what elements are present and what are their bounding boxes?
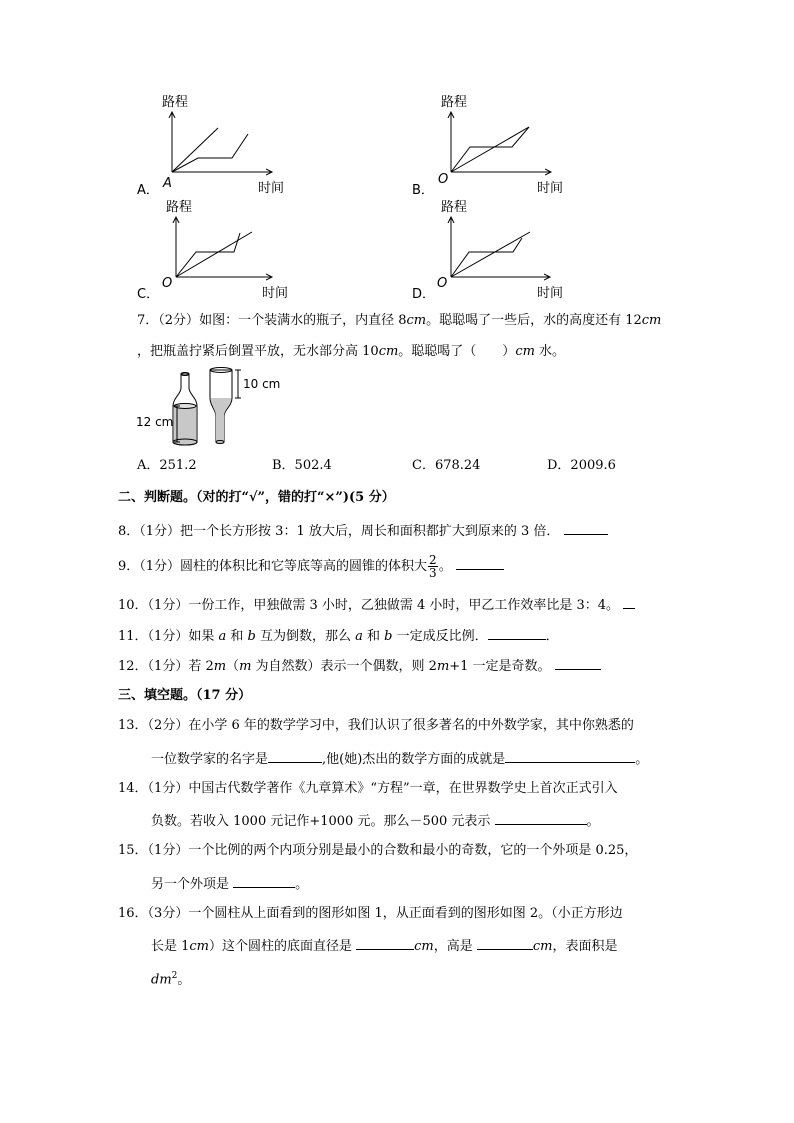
option-d-letter: D． bbox=[412, 287, 436, 302]
graph-b-line-1 bbox=[451, 127, 529, 172]
q16-blank-diameter[interactable] bbox=[356, 937, 414, 950]
label-10cm: 10 cm bbox=[243, 377, 281, 391]
graph-c-line-1 bbox=[176, 232, 252, 277]
q9-fraction: $\frac{2}{3}$ bbox=[429, 553, 437, 580]
q12: 12．（1分）若 2m（m 为自然数）表示一个偶数，则 2m+1 一定是奇数。 bbox=[118, 657, 601, 675]
graph-c-line-2 bbox=[176, 233, 240, 277]
q7-line1: 7．（2分）如图：一个装满水的瓶子，内直径 8cm。聪聪喝了一些后，水的高度还有 12cm bbox=[137, 313, 662, 328]
section3-title: 三、填空题。（17 分） bbox=[118, 688, 252, 703]
section2-title: 二、判断题。（对的打“√”，错的打“×”)(5 分） bbox=[118, 490, 395, 505]
graph-a-y-label: 路程 bbox=[162, 95, 189, 110]
q13-blank-achievement[interactable] bbox=[505, 750, 635, 763]
graph-c-x-label: 时间 bbox=[262, 286, 289, 301]
q15-blank[interactable] bbox=[233, 875, 295, 888]
graph-a-origin: A bbox=[163, 176, 172, 191]
graph-d-origin: O bbox=[437, 276, 448, 291]
q7-line2: ，把瓶盖拧紧后倒置平放，无水部分高 10cm。聪聪喝了（ ）cm 水。 bbox=[137, 344, 566, 359]
label-12cm: 12 cm bbox=[136, 415, 174, 429]
option-c-letter: C． bbox=[137, 287, 160, 302]
q7-choice-d[interactable]: D．2009.6 bbox=[547, 458, 616, 473]
graph-d-x-label: 时间 bbox=[537, 286, 564, 301]
q8: 8．（1分）把一个长方形按 3：1 放大后，周长和面积都扩大到原来的 3 倍． bbox=[118, 522, 608, 540]
graph-b-origin: O bbox=[438, 172, 449, 187]
q13-blank-name[interactable] bbox=[268, 750, 322, 763]
q15-line2: 另一个外项是 。 bbox=[151, 877, 309, 892]
q8-blank[interactable] bbox=[564, 522, 608, 535]
q14-line1: 14．（1分）中国古代数学著作《九章算术》“方程”一章，在世界数学史上首次正式引入 bbox=[118, 781, 618, 796]
q10: 10．（1分）一份工作，甲独做需 3 小时，乙独做需 4 小时，甲乙工作效率比是 3：4。 bbox=[118, 596, 635, 614]
graph-a-x-label: 时间 bbox=[258, 181, 285, 196]
graph-a-line-1 bbox=[172, 128, 218, 172]
graph-options bbox=[0, 0, 794, 310]
q16-blank-height[interactable] bbox=[477, 937, 533, 950]
q14-line2: 负数。若收入 1000 元记作+1000 元。那么－500 元表示 。 bbox=[151, 814, 600, 829]
q10-blank[interactable] bbox=[623, 596, 635, 609]
graph-a-line-2 bbox=[172, 134, 248, 172]
graph-c-origin: O bbox=[162, 276, 173, 291]
q9-blank[interactable] bbox=[456, 557, 504, 570]
q14-blank[interactable] bbox=[495, 812, 587, 825]
q16-line1: 16．（3分）一个圆柱从上面看到的图形如图 1，从正面看到的图形如图 2。（小正方形边 bbox=[118, 906, 623, 921]
graph-d-y-label: 路程 bbox=[441, 200, 468, 215]
graph-c-y-label: 路程 bbox=[166, 200, 193, 215]
option-b-letter: B． bbox=[412, 183, 434, 198]
q7-choice-b[interactable]: B．502.4 bbox=[272, 458, 332, 473]
q16-line3: $dm^2$。 bbox=[151, 971, 191, 988]
graph-b-x-label: 时间 bbox=[537, 181, 564, 196]
q11-blank[interactable] bbox=[488, 627, 546, 640]
q13-line1: 13．（2分）在小学 6 年的数学学习中，我们认识了很多著名的中外数学家，其中你熟悉的 bbox=[118, 718, 634, 733]
q15-line1: 15．（1分）一个比例的两个内项分别是最小的合数和最小的奇数，它的一个外项是 0.25， bbox=[118, 843, 638, 858]
q12-blank[interactable] bbox=[555, 657, 601, 670]
q7-choice-a[interactable]: A．251.2 bbox=[137, 458, 197, 473]
q16-line2: 长是 1cm）这个圆柱的底面直径是 cm，高是 cm，表面积是 bbox=[151, 939, 618, 954]
q11: 11．（1分）如果 a 和 b 互为倒数，那么 a 和 b 一定成反比例． ． bbox=[118, 629, 559, 644]
graph-d-line-1 bbox=[451, 232, 530, 277]
q9: 9．（1分）圆柱的体积比和它等底等高的圆锥的体积大 $\frac{2}{3}$ 。 bbox=[118, 554, 504, 579]
option-a-letter: A． bbox=[137, 183, 159, 198]
q13-line2: 一位数学家的名字是 ,他(她)杰出的数学方面的成就是 。 bbox=[151, 752, 649, 767]
graph-b-y-label: 路程 bbox=[441, 95, 468, 110]
q7-bottle-figure bbox=[130, 362, 290, 454]
q7-choice-c[interactable]: C．678.24 bbox=[412, 458, 481, 473]
